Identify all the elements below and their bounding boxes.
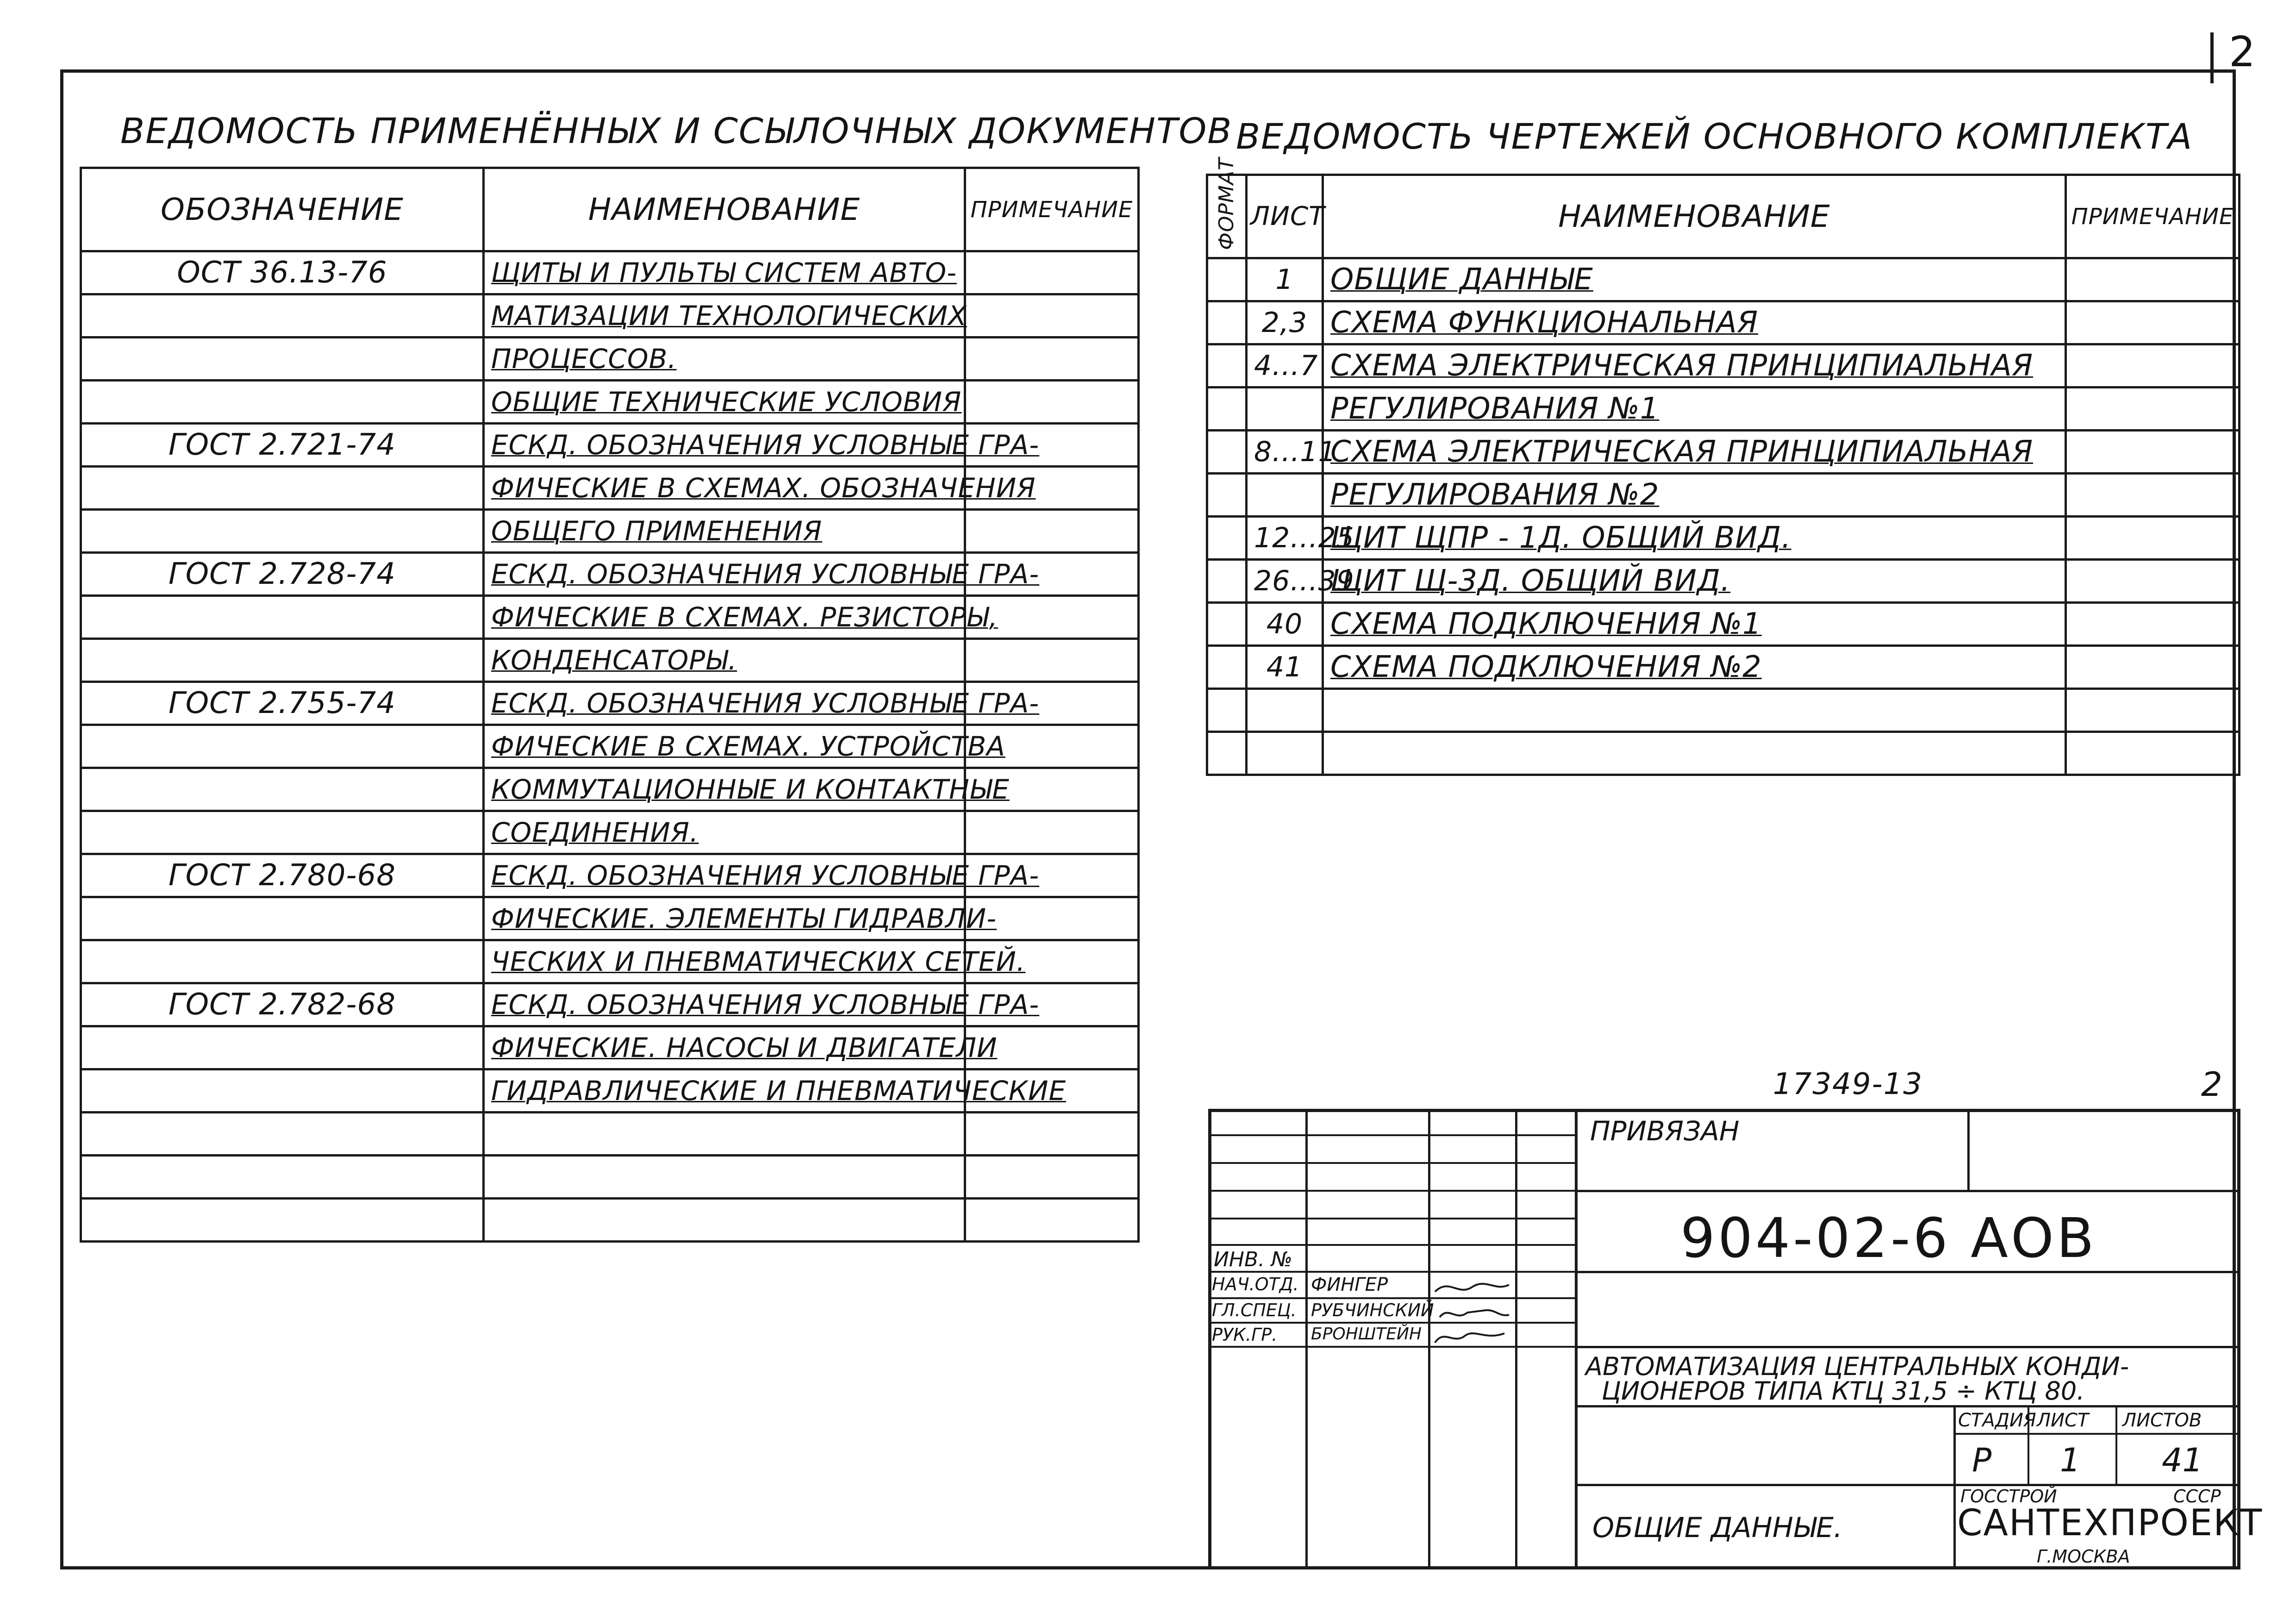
column-header-sheet: ЛИСТ	[1247, 175, 1323, 258]
note-cell	[2066, 344, 2240, 388]
note-cell	[965, 639, 1139, 682]
table-row	[81, 1199, 1139, 1242]
name-cell: СХЕМА ЭЛЕКТРИЧЕСКАЯ ПРИНЦИПИАЛЬНАЯ	[1323, 344, 2066, 388]
note-cell	[965, 381, 1139, 424]
sheet-cell: 4...7	[1247, 344, 1323, 388]
table-row	[81, 1026, 1139, 1069]
format-cell	[1207, 388, 1247, 431]
designation-cell	[81, 1199, 484, 1242]
name-cell: ЕСКД. ОБОЗНАЧЕНИЯ УСЛОВНЫЕ ГРА-	[484, 682, 965, 725]
designation-cell: ГОСТ 2.728-74	[81, 553, 484, 596]
stage-value: Р	[1972, 1441, 1992, 1479]
sheet-corner-number: 2	[2201, 1065, 2223, 1104]
table-row	[81, 553, 1139, 596]
name-cell: МАТИЗАЦИИ ТЕХНОЛОГИЧЕСКИХ	[484, 294, 965, 338]
designation-cell	[81, 1113, 484, 1156]
name-cell: ОБЩИЕ ДАННЫЕ	[1323, 258, 2066, 301]
name-cell: ФИЧЕСКИЕ В СХЕМАХ. УСТРОЙСТВА	[484, 725, 965, 768]
designation-cell	[81, 1026, 484, 1069]
name-cell: СХЕМА ПОДКЛЮЧЕНИЯ №1	[1323, 603, 2066, 646]
note-cell	[2066, 258, 2240, 301]
designation-cell	[81, 940, 484, 983]
format-cell	[1207, 732, 1247, 775]
note-cell	[965, 510, 1139, 553]
designation-cell	[81, 467, 484, 510]
page-number: 2	[2229, 28, 2257, 76]
table-row	[81, 294, 1139, 338]
note-cell	[965, 811, 1139, 854]
sheet-cell: 12...25	[1247, 517, 1323, 560]
name-cell: СХЕМА ПОДКЛЮЧЕНИЯ №2	[1323, 646, 2066, 689]
designation-cell	[81, 596, 484, 639]
table-row	[1207, 646, 2240, 689]
drawings-list-table	[1206, 157, 2240, 776]
table-row	[1207, 474, 2240, 517]
designation-cell: ГОСТ 2.782-68	[81, 983, 484, 1026]
table-row	[1207, 689, 2240, 732]
note-cell	[965, 294, 1139, 338]
table-row	[81, 1156, 1139, 1199]
format-cell	[1207, 560, 1247, 603]
name-cell: ЕСКД. ОБОЗНАЧЕНИЯ УСЛОВНЫЕ ГРА-	[484, 424, 965, 467]
note-cell	[2066, 301, 2240, 344]
note-cell	[2066, 517, 2240, 560]
note-cell	[965, 251, 1139, 294]
name-cell: ФИЧЕСКИЕ. НАСОСЫ И ДВИГАТЕЛИ	[484, 1026, 965, 1069]
sheets-label: ЛИСТОВ	[2122, 1410, 2202, 1431]
name-cell: КОНДЕНСАТОРЫ.	[484, 639, 965, 682]
referenced-documents-table	[80, 167, 1140, 1243]
title-block	[1208, 1109, 2263, 1569]
organization-city: Г.МОСКВА	[2037, 1546, 2130, 1567]
name-cell: ПРОЦЕССОВ.	[484, 338, 965, 381]
name-cell: ЕСКД. ОБОЗНАЧЕНИЯ УСЛОВНЫЕ ГРА-	[484, 854, 965, 897]
organization-name: САНТЕХПРОЕКТ	[1957, 1502, 2263, 1544]
name-cell: ЧЕСКИХ И ПНЕВМАТИЧЕСКИХ СЕТЕЙ.	[484, 940, 965, 983]
table-row	[1207, 388, 2240, 431]
name-cell: СХЕМА ЭЛЕКТРИЧЕСКАЯ ПРИНЦИПИАЛЬНАЯ	[1323, 431, 2066, 474]
table-row	[1207, 344, 2240, 388]
format-cell	[1207, 431, 1247, 474]
inventory-number: 17349-13	[1773, 1067, 1923, 1101]
table-row	[81, 424, 1139, 467]
name-cell	[1323, 732, 2066, 775]
name-cell	[484, 1156, 965, 1199]
table-row	[81, 1069, 1139, 1113]
table-row	[81, 854, 1139, 897]
name-cell: СОЕДИНЕНИЯ.	[484, 811, 965, 854]
table-row	[81, 811, 1139, 854]
table-row	[81, 768, 1139, 811]
format-cell	[1207, 603, 1247, 646]
name-cell: ЩИТ ЩПР - 1Д. ОБЩИЙ ВИД.	[1323, 517, 2066, 560]
note-cell	[965, 1156, 1139, 1199]
table-row	[1207, 258, 2240, 301]
document-designation: 904-02-6 АОВ	[1680, 1206, 2097, 1270]
name-cell: ОБЩЕГО ПРИМЕНЕНИЯ	[484, 510, 965, 553]
name-cell	[484, 1199, 965, 1242]
table-row	[81, 338, 1139, 381]
name-cell: ГИДРАВЛИЧЕСКИЕ И ПНЕВМАТИЧЕСКИЕ	[484, 1069, 965, 1113]
name-cell: ФИЧЕСКИЕ. ЭЛЕМЕНТЫ ГИДРАВЛИ-	[484, 897, 965, 940]
sheet-cell: 8...11	[1247, 431, 1323, 474]
table-row	[1207, 603, 2240, 646]
format-cell	[1207, 474, 1247, 517]
table-row	[1207, 431, 2240, 474]
table-row	[81, 510, 1139, 553]
person-1: РУБЧИНСКИЙ	[1311, 1300, 1434, 1320]
format-cell	[1207, 517, 1247, 560]
role-2: РУК.ГР.	[1212, 1325, 1278, 1345]
org-top-left: ГОССТРОЙ	[1960, 1486, 2057, 1507]
format-cell	[1207, 689, 1247, 732]
person-0: ФИНГЕР	[1311, 1274, 1388, 1295]
role-0: НАЧ.ОТД.	[1212, 1274, 1299, 1294]
note-cell	[2066, 431, 2240, 474]
sheet-cell	[1247, 474, 1323, 517]
note-cell	[2066, 689, 2240, 732]
table-row	[81, 639, 1139, 682]
note-cell	[2066, 560, 2240, 603]
table-row	[81, 725, 1139, 768]
name-cell	[484, 1113, 965, 1156]
designation-cell	[81, 294, 484, 338]
name-cell: ФИЧЕСКИЕ В СХЕМАХ. ОБОЗНАЧЕНИЯ	[484, 467, 965, 510]
format-cell	[1207, 646, 1247, 689]
project-title-line1: АВТОМАТИЗАЦИЯ ЦЕНТРАЛЬНЫХ КОНДИ-	[1585, 1352, 2129, 1381]
name-cell: КОММУТАЦИОННЫЕ И КОНТАКТНЫЕ	[484, 768, 965, 811]
table-row	[1207, 560, 2240, 603]
left-table-title: ВЕДОМОСТЬ ПРИМЕНЁННЫХ И ССЫЛОЧНЫХ ДОКУМЕНТОВ	[120, 110, 1233, 151]
name-cell: ОБЩИЕ ТЕХНИЧЕСКИЕ УСЛОВИЯ	[484, 381, 965, 424]
column-header-note: ПРИМЕЧАНИЕ	[965, 168, 1139, 251]
table-row	[81, 251, 1139, 294]
stage-label: СТАДИЯ	[1958, 1410, 2036, 1431]
designation-cell	[81, 639, 484, 682]
designation-cell	[81, 381, 484, 424]
designation-cell: ГОСТ 2.755-74	[81, 682, 484, 725]
column-header-note: ПРИМЕЧАНИЕ	[2066, 175, 2240, 258]
format-cell	[1207, 344, 1247, 388]
column-header-format: ФОРМАТ	[1207, 175, 1247, 258]
column-header-name: НАИМЕНОВАНИЕ	[484, 168, 965, 251]
sheet-cell: 2,3	[1247, 301, 1323, 344]
column-header-designation: ОБОЗНАЧЕНИЕ	[81, 168, 484, 251]
sheets-value: 41	[2162, 1441, 2203, 1479]
designation-cell	[81, 811, 484, 854]
signatures-image	[1430, 1273, 1514, 1347]
sheet-cell	[1247, 388, 1323, 431]
note-cell	[2066, 603, 2240, 646]
note-cell	[2066, 388, 2240, 431]
org-top-right: СССР	[2173, 1486, 2221, 1507]
note-cell	[965, 1199, 1139, 1242]
table-row	[81, 682, 1139, 725]
name-cell: ЕСКД. ОБОЗНАЧЕНИЯ УСЛОВНЫЕ ГРА-	[484, 983, 965, 1026]
table-row	[1207, 732, 2240, 775]
sheet-cell	[1247, 689, 1323, 732]
format-cell	[1207, 301, 1247, 344]
sheet-cell: 1	[1247, 258, 1323, 301]
designation-cell	[81, 725, 484, 768]
column-header-name: НАИМЕНОВАНИЕ	[1323, 175, 2066, 258]
page-number-divider	[2210, 32, 2214, 83]
person-2: БРОНШТЕЙН	[1311, 1325, 1422, 1344]
note-cell	[965, 338, 1139, 381]
designation-cell	[81, 1069, 484, 1113]
sheet-label: ЛИСТ	[2037, 1410, 2089, 1431]
designation-cell	[81, 768, 484, 811]
designation-cell	[81, 510, 484, 553]
table-row	[81, 1113, 1139, 1156]
designation-cell	[81, 338, 484, 381]
format-cell	[1207, 258, 1247, 301]
designation-cell: ОСТ 36.13-76	[81, 251, 484, 294]
table-row	[81, 983, 1139, 1026]
right-table-title: ВЕДОМОСТЬ ЧЕРТЕЖЕЙ ОСНОВНОГО КОМПЛЕКТА	[1236, 116, 2193, 157]
table-row	[1207, 301, 2240, 344]
note-cell	[2066, 646, 2240, 689]
name-cell	[1323, 689, 2066, 732]
bound-label: ПРИВЯЗАН	[1590, 1115, 1740, 1147]
name-cell: СХЕМА ФУНКЦИОНАЛЬНАЯ	[1323, 301, 2066, 344]
role-1: ГЛ.СПЕЦ.	[1212, 1300, 1297, 1320]
sheet-cell: 40	[1247, 603, 1323, 646]
table-row	[81, 596, 1139, 639]
note-cell	[2066, 732, 2240, 775]
name-cell: ФИЧЕСКИЕ В СХЕМАХ. РЕЗИСТОРЫ,	[484, 596, 965, 639]
table-row	[81, 940, 1139, 983]
table-row	[1207, 517, 2240, 560]
sheet-value: 1	[2060, 1441, 2081, 1479]
table-row	[81, 381, 1139, 424]
project-title-line2: ЦИОНЕРОВ ТИПА КТЦ 31,5 ÷ КТЦ 80.	[1602, 1376, 2085, 1406]
note-cell	[2066, 474, 2240, 517]
name-cell: ЩИТ Щ-3Д. ОБЩИЙ ВИД.	[1323, 560, 2066, 603]
note-cell	[965, 1113, 1139, 1156]
name-cell: ЩИТЫ И ПУЛЬТЫ СИСТЕМ АВТО-	[484, 251, 965, 294]
name-cell: РЕГУЛИРОВАНИЯ №2	[1323, 474, 2066, 517]
sheet-cell: 41	[1247, 646, 1323, 689]
name-cell: ЕСКД. ОБОЗНАЧЕНИЯ УСЛОВНЫЕ ГРА-	[484, 553, 965, 596]
designation-cell	[81, 1156, 484, 1199]
sheet-name: ОБЩИЕ ДАННЫЕ.	[1592, 1512, 1843, 1544]
sheet-cell	[1247, 732, 1323, 775]
designation-cell: ГОСТ 2.721-74	[81, 424, 484, 467]
name-cell: РЕГУЛИРОВАНИЯ №1	[1323, 388, 2066, 431]
table-row	[81, 467, 1139, 510]
inventory-label: ИНВ. №	[1214, 1248, 1292, 1271]
sheet-cell: 26...39	[1247, 560, 1323, 603]
designation-cell	[81, 897, 484, 940]
designation-cell: ГОСТ 2.780-68	[81, 854, 484, 897]
table-row	[81, 897, 1139, 940]
